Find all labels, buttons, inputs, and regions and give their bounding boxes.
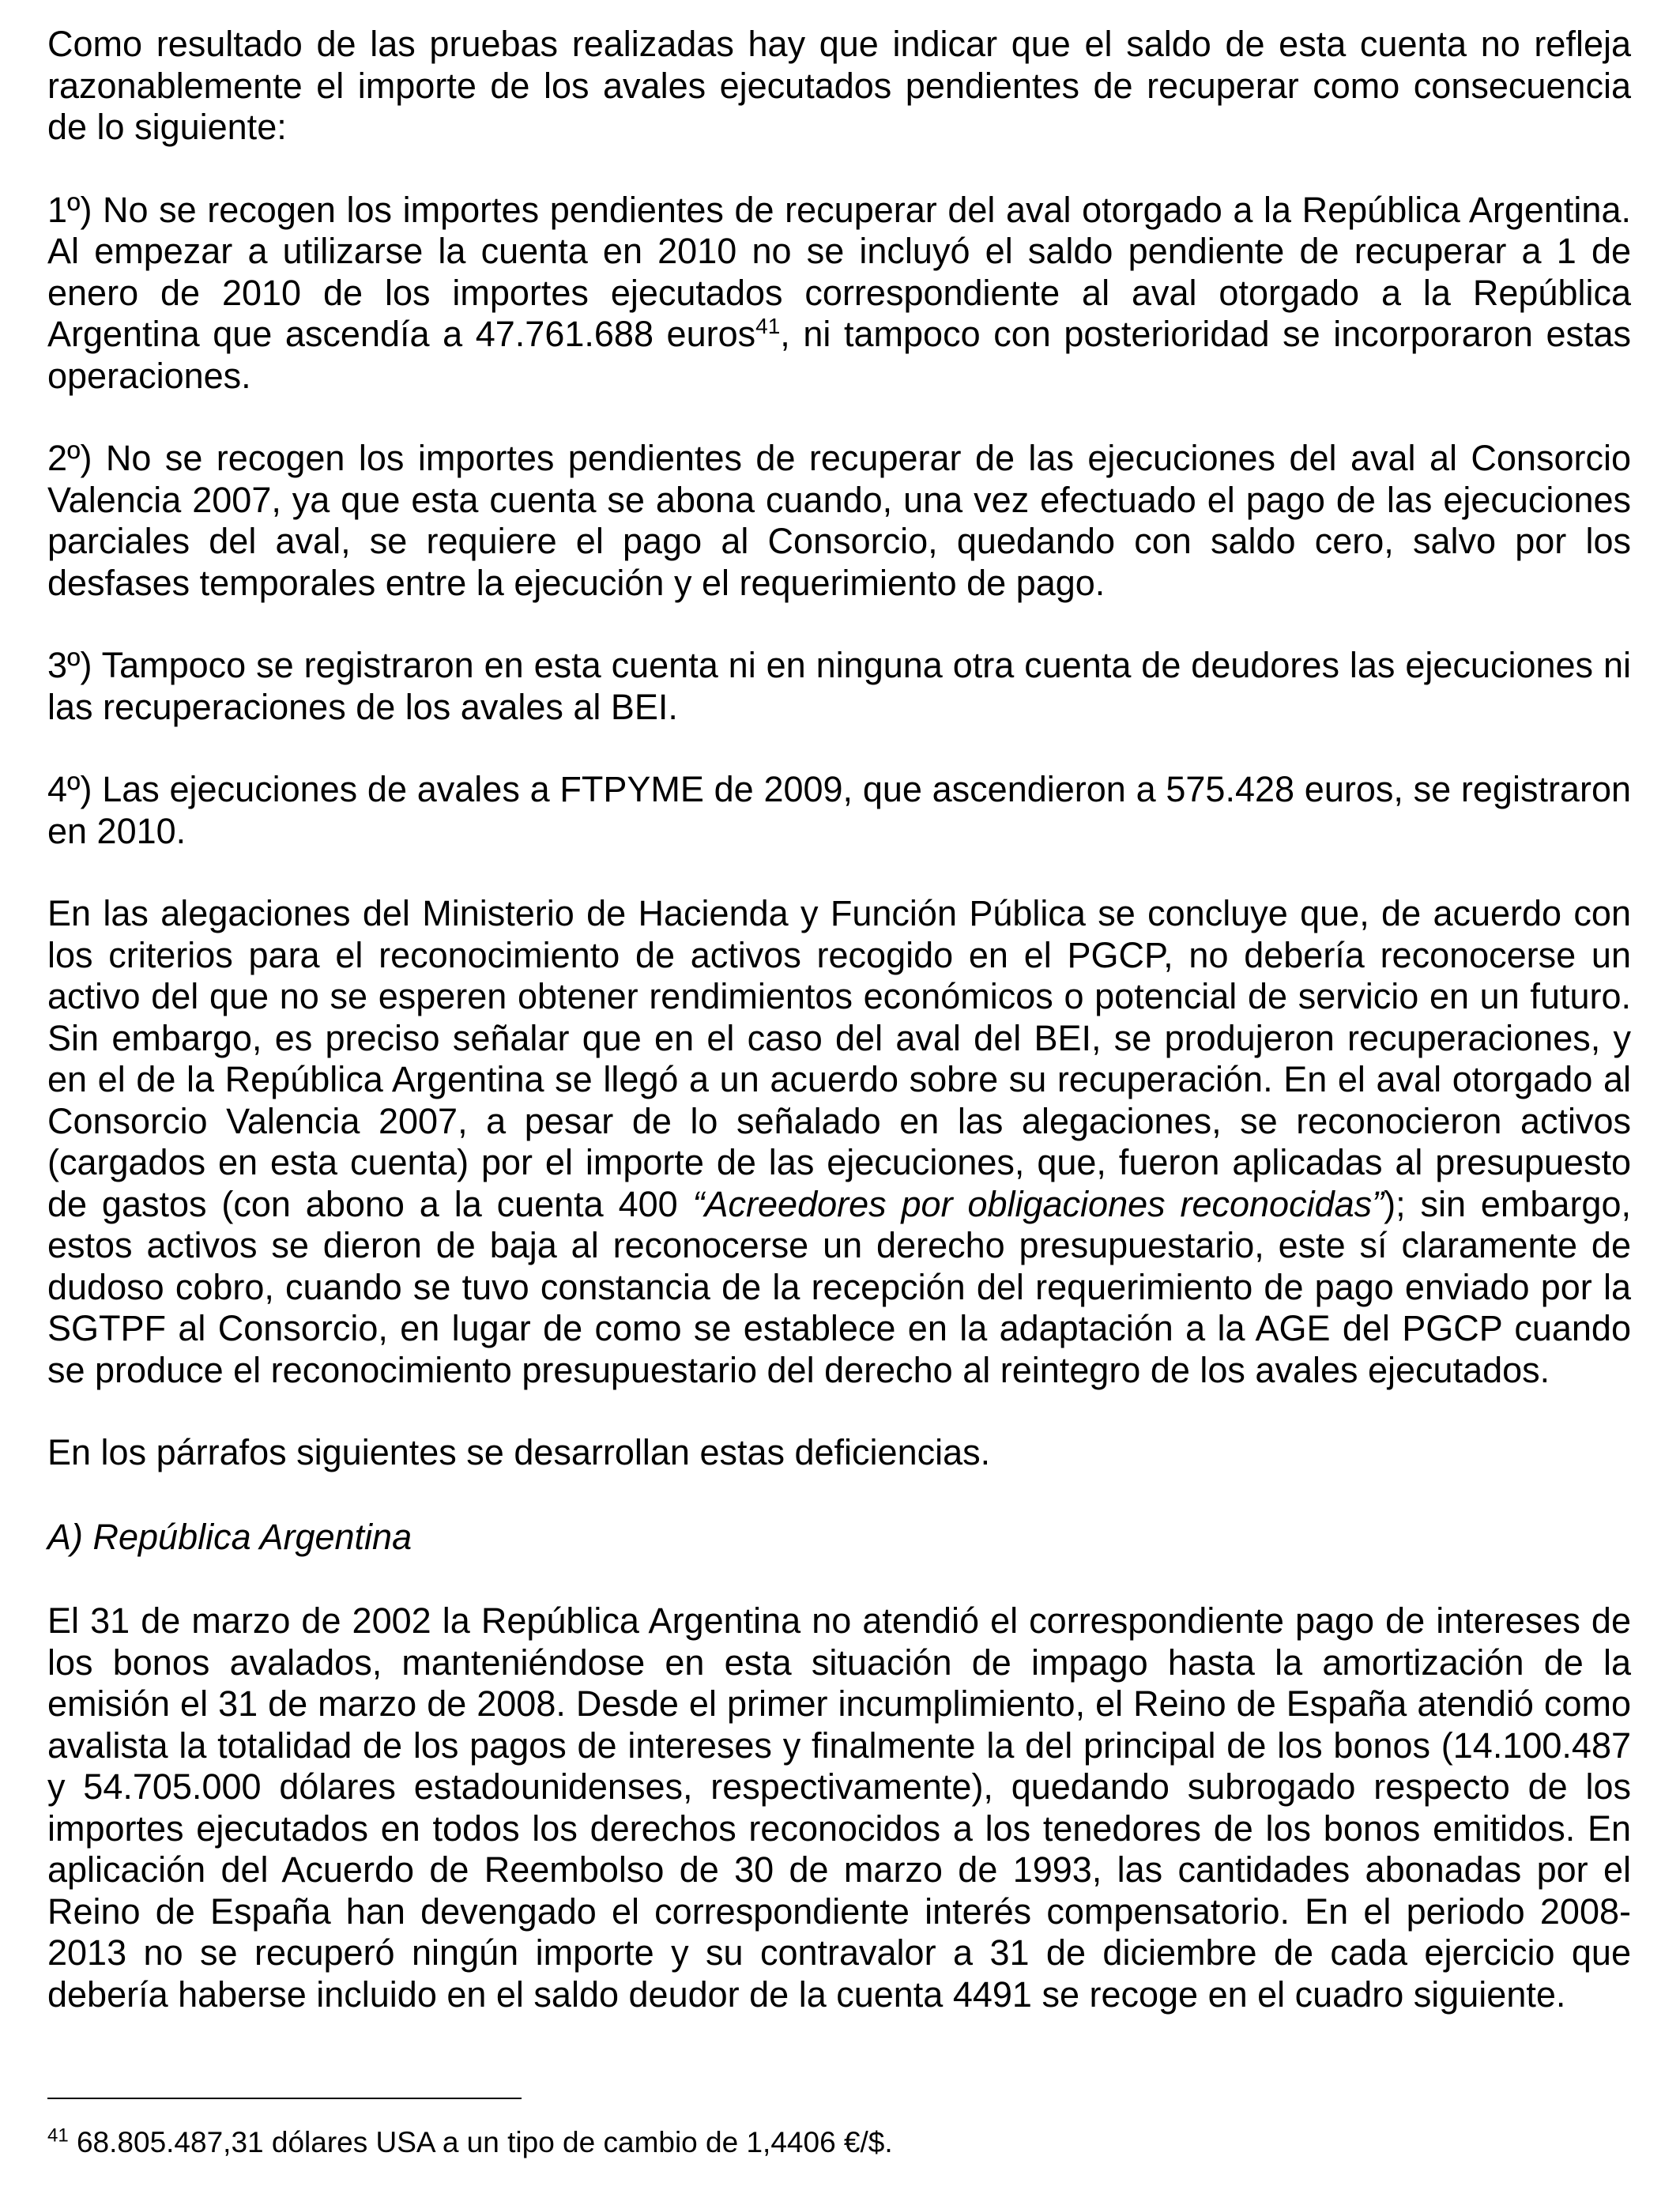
paragraph-item-3: 3º) Tampoco se registraron en esta cuenta ni en ninguna otra cuenta de deudores las ejecuciones ni las recuperaciones de los avales al BEI. (47, 645, 1631, 727)
footnote-text: 68.805.487,31 dólares USA a un tipo de cambio de 1,4406 €/$. (68, 2126, 893, 2158)
paragraph-deficiencias: En los párrafos siguientes se desarrollan estas deficiencias. (47, 1432, 991, 1472)
paragraph-alegaciones-text-end: ); sin embargo, estos activos se dieron de baja al reconocerse un derecho presupuestario, este sí claramente de dudoso cobro, cuando se tuvo constancia de la recepción del requerimiento de pago enviado por la SGTPF al Consorcio, en lugar de como se establece en la adaptación a la AGE del PGCP cuando se produce el reconocimiento presupuestario del derecho al reintegro de los avales ejecutados. (47, 1183, 1631, 1390)
footnote-reference[interactable]: 41 (755, 314, 781, 338)
footnote (47, 2126, 1470, 2159)
paragraph-alegaciones-text: En las alegaciones del Ministerio de Hacienda y Función Pública se concluye que, de acuerdo con los criterios para el reconocimiento de activos recogido en el PGCP, no debería reconocerse un activo del que no se esperen obtener rendimientos económicos o potencial de servicio en un futuro. Sin embargo, es preciso señalar que en el caso del aval del BEI, se produjeron recuperaciones, y en el de la República Argentina se llegó a un acuerdo sobre su recuperación. En el aval otorgado al Consorcio Valencia 2007, a pesar de lo señalado en las alegaciones, se reconocieron activos (cargados en esta cuenta) por el importe de las ejecuciones, que, fueron aplicadas al presupuesto de gastos (con abono a la cuenta 400 (47, 893, 1631, 1224)
paragraph-item-1-text: 1º) No se recogen los importes pendientes de recuperar del aval otorgado a la República Argentina. Al empezar a utilizarse la cuenta en 2010 no se incluyó el saldo pendiente de recuperar a 1 de enero de 2010 de los importes ejecutados correspondiente al aval otorgado a la República Argentina que ascendía a 47.761.688 euros (47, 189, 1631, 354)
account-name-italic: “Acreedores por obligaciones reconocidas” (692, 1183, 1384, 1224)
paragraph-item-2: 2º) No se recogen los importes pendientes de recuperar de las ejecuciones del aval al Consorcio Valencia 2007, ya que esta cuenta se abona cuando, una vez efectuado el pago de las ejecuciones parciales del aval, se requiere el pago al Consorcio, quedando con saldo cero, salvo por los desfases temporales entre la ejecución y el requerimiento de pago. (47, 438, 1631, 603)
paragraph-item-1 (47, 190, 1631, 398)
paragraph-intro: Como resultado de las pruebas realizadas hay que indicar que el saldo de esta cuenta no refleja razonablemente el importe de los avales ejecutados pendientes de recuperar como consecuencia de lo siguiente: (47, 24, 1631, 147)
footnote-divider (47, 2098, 522, 2099)
section-heading: A) República Argentina (47, 1516, 412, 1557)
document-body (47, 24, 1631, 2056)
paragraph-item-4: 4º) Las ejecuciones de avales a FTPYME de 2009, que ascendieron a 575.428 euros, se registraron en 2010. (47, 769, 1631, 851)
footnote-number: 41 (47, 2124, 69, 2147)
paragraph-item-1-text-end: , ni tampoco con posterioridad se incorporaron estas operaciones. (47, 314, 1631, 396)
paragraph-argentina: El 31 de marzo de 2002 la República Argentina no atendió el correspondiente pago de intereses de los bonos avalados, manteniéndose en esta situación de impago hasta la amortización de la emisión el 31 de marzo de 2008. Desde el primer incumplimiento, el Reino de España atendió como avalista la totalidad de los pagos de intereses y finalmente la del principal de los bonos (14.100.487 y 54.705.000 dólares estadounidenses, respectivamente), quedando subrogado respecto de los importes ejecutados en todos los derechos reconocidos a los tenedores de los bonos emitidos. En aplicación del Acuerdo de Reembolso de 30 de marzo de 1993, las cantidades abonadas por el Reino de España han devengado el correspondiente interés compensatorio. En el periodo 2008-2013 no se recuperó ningún importe y su contravalor a 31 de diciembre de cada ejercicio que debería haberse incluido en el saldo deudor de la cuenta 4491 se recoge en el cuadro siguiente. (47, 1600, 1631, 2015)
paragraph-alegaciones (47, 893, 1631, 1391)
